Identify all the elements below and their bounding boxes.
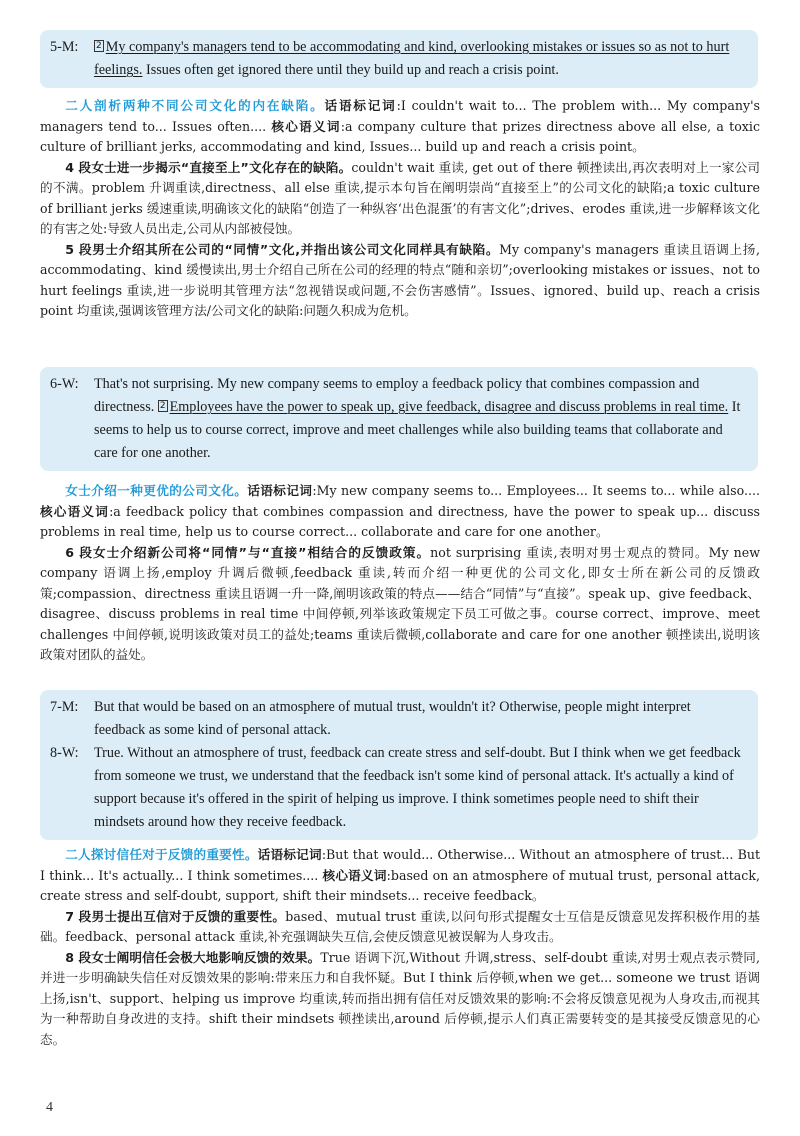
paragraph-heading: 8 段女士阐明信任会极大地影响反馈的效果。: [65, 949, 321, 965]
paragraph-heading: 7 段男士提出互信对于反馈的重要性。: [65, 908, 286, 924]
dialog-line-6: [50, 373, 744, 465]
speaker-label: 5-M:: [50, 39, 79, 55]
dialog-text: That's not surprising. My new company seems to employ a feedback policy that combines compassion and directness.: [94, 376, 700, 415]
analysis-paragraph: [40, 240, 760, 322]
dialog-text: But that would be based on an atmosphere of mutual trust, wouldn't it? Otherwise, people might interpret feedback as some kind of personal attack.: [94, 699, 691, 738]
paragraph-text: based、mutual trust 重读,以问句形式提醒女士互信是反馈意见发挥积极作用的基础。feedback、personal attack 重读,补充强调缺失互信,会使反馈意见被误解为人身攻击。: [40, 908, 760, 944]
analysis-paragraph: [40, 907, 760, 948]
core-label: 核心语义词: [271, 118, 341, 134]
core-text: :a feedback policy that combines compassion and directness, have the power to speak up... discuss problems in real time, help us to course correct... collaborate and care for one another。: [40, 503, 761, 539]
analysis-paragraph: [40, 481, 760, 543]
analysis-block-1: [40, 96, 760, 322]
analysis-block-2: [40, 481, 760, 666]
analysis-paragraph: [40, 158, 760, 240]
core-text: :a company culture that prizes directness above all else, a toxic culture of brilliant jerks, accommodating and kind, Issues... build up and reach a crisis point。: [40, 118, 760, 154]
dialog-box-6: [40, 367, 758, 471]
paragraph-heading: 5 段男士介绍其所在公司的“同情”文化,并指出该公司文化同样具有缺陷。: [65, 241, 500, 257]
speaker-label: 7-M:: [50, 699, 79, 715]
paragraph-text: True 语调下沉,Without 升调,stress、self-doubt 重读,对男士观点表示赞同,并进一步明确缺失信任对反馈效果的影响:带来压力和自我怀疑。But I think 后停顿,when we get... someone we trust 语调上扬,isn't、support、helping us improve 均重读,转而指出拥有信任对反馈效果的影响:不会将反馈意见视为人身攻击,而视其为一种帮助自身改进的支持。shift their mindsets 顿挫读出,around 后停顿,提示人们真正需要转变的是其接受反馈意见的心态。: [40, 949, 760, 1047]
marker-text: :I couldn't wait to... The problem with... My company's managers tend to... Issues often....: [40, 98, 761, 134]
underlined-text: Employees have the power to speak up, give feedback, disagree and discuss problems in real time.: [169, 399, 729, 415]
analysis-paragraph: [40, 948, 760, 1051]
speaker-label: 6-W:: [50, 376, 79, 392]
core-label: 核心语义词: [322, 867, 387, 883]
paragraph-heading: 4 段女士进一步揭示“直接至上”文化存在的缺陷。: [65, 159, 352, 175]
analysis-paragraph: [40, 543, 760, 666]
core-text: :based on an atmosphere of mutual trust, personal attack, create stress and self-doubt, support, shift their mindsets... receive feedback。: [40, 867, 760, 903]
analysis-paragraph: [40, 845, 760, 907]
section-heading: 女士介绍一种更优的公司文化。: [65, 483, 248, 498]
dialog-box-7-8: [40, 690, 758, 840]
paragraph-heading: 6 段女士介绍新公司将“同情”与“直接”相结合的反馈政策。: [65, 544, 431, 560]
section-heading: 二人探讨信任对于反馈的重要性。: [65, 847, 258, 862]
section-heading: 二人剖析两种不同公司文化的内在缺陷。: [65, 98, 325, 113]
marker-label: 话语标记词: [257, 847, 322, 862]
dialog-line-5: [50, 36, 744, 82]
analysis-paragraph: [40, 96, 760, 158]
analysis-block-3: [40, 845, 760, 1050]
page-number: 4: [46, 1100, 53, 1115]
dialog-text: It seems to help us to course correct, improve and meet challenges while also building teams that collaborate and care for one another.: [94, 399, 741, 461]
paragraph-text: not surprising 重读,表明对男士观点的赞同。My new company 语调上扬,employ 升调后微顿,feedback 重读,转而介绍一种更优的公司文化,即女士所在新公司的反馈政策;compassion、directness 重读且语调一升一降,阐明该政策的特点——结合“同情”与“直接”。speak up、give feedback、disagree、discuss problems in real time 中间停顿,列举该政策规定下员工可做之事。course correct、improve、meet challenges 中间停顿,说明该政策对员工的益处;teams 重读后微顿,collaborate and care for one another 顿挫读出,说明该政策对团队的益处。: [40, 544, 760, 662]
question-number: 2: [96, 41, 102, 51]
dialog-line-7: [50, 696, 744, 742]
speaker-label: 8-W:: [50, 745, 79, 761]
dialog-box-5: [40, 30, 758, 88]
dialog-text: Issues often get ignored there until they build up and reach a crisis point.: [142, 62, 559, 78]
marker-text: :But that would... Otherwise... Without an atmosphere of trust... But I think... It's actually... I think sometimes....: [40, 847, 761, 883]
marker-label: 话语标记词: [247, 483, 313, 498]
dialog-text: True. Without an atmosphere of trust, feedback can create stress and self-doubt. But I think when we get feedback from someone we trust, we understand that the feedback isn't some kind of personal attack. It's actually a kind of support because it's offered in the spirit of helping us improve. I think sometimes people need to shift their mindsets around how they receive feedback.: [94, 745, 741, 830]
marker-label: 话语标记词: [324, 98, 397, 113]
dialog-line-8: [50, 742, 744, 834]
marker-text: :My new company seems to... Employees... It seems to... while also....: [312, 483, 760, 498]
core-label: 核心语义词: [40, 503, 110, 519]
paragraph-text: My company's managers 重读且语调上扬, accommodating、kind 缓慢读出,男士介绍自己所在公司的经理的特点“随和亲切”;overlooking mistakes or issues、not to hurt feelings 重读,进一步说明其管理方法“忽视错误或问题,不会伤害感情”。Issues、ignored、build up、reach a crisis point 均重读,强调该管理方法/公司文化的缺陷:问题久积成为危机。: [40, 241, 760, 318]
paragraph-text: couldn't wait 重读, get out of there 顿挫读出,再次表明对上一家公司的不满。problem 升调重读,directness、all else 重读,提示本句旨在阐明崇尚“直接至上”的公司文化的缺陷;a toxic culture of brilliant jerks 缓速重读,明确该文化的缺陷“创造了一种纵容‘出色混蛋’的有害文化”;drives、erodes 重读,进一步解释该文化的有害之处:导致人员出走,公司从内部被侵蚀。: [40, 159, 760, 236]
question-number: 2: [159, 401, 166, 411]
underlined-text: My company's managers tend to be accommodating and kind, overlooking mistakes or issues so as not to hurt feelings.: [94, 39, 730, 78]
